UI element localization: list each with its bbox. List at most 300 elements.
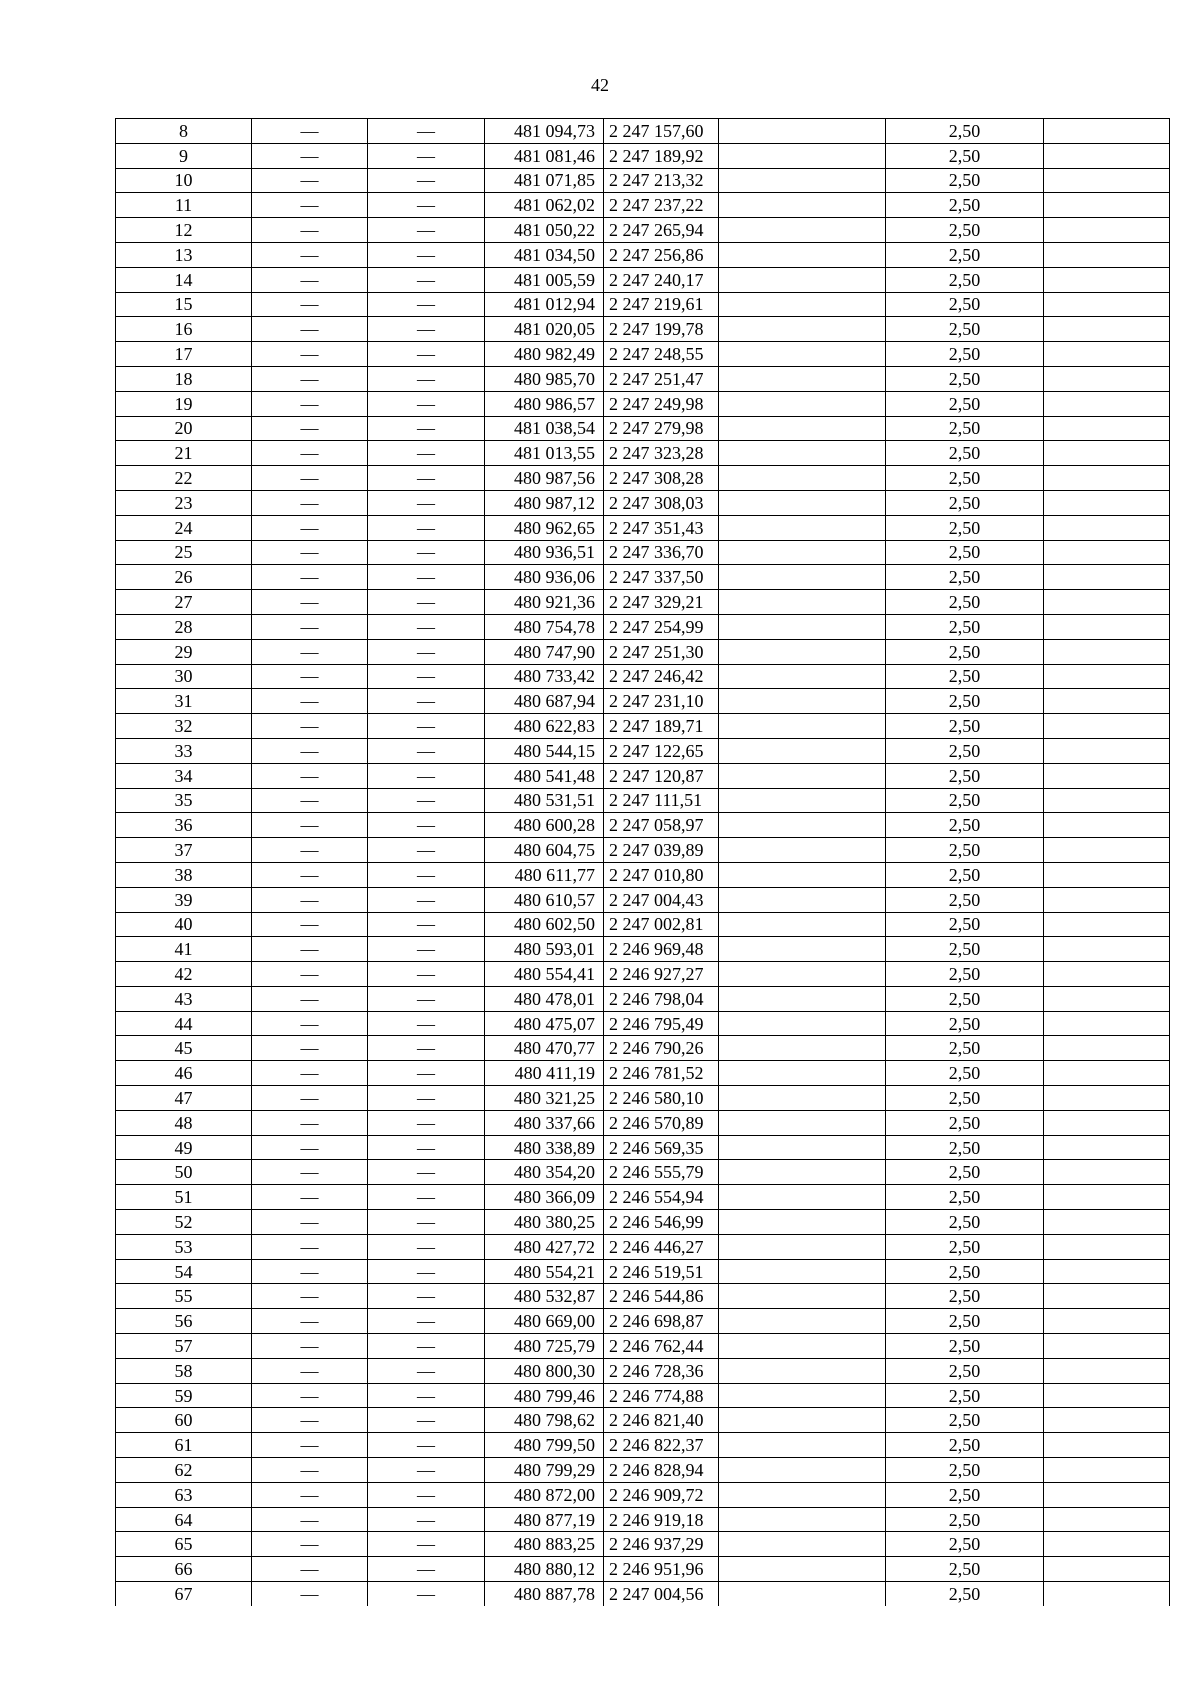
dash-cell: —: [252, 416, 368, 441]
point-number-cell: 24: [116, 515, 252, 540]
dash-cell: —: [368, 937, 485, 962]
empty-cell: [719, 1234, 886, 1259]
accuracy-cell: 2,50: [886, 1582, 1044, 1606]
empty-cell: [719, 1185, 886, 1210]
table-row: [116, 614, 1170, 639]
x-coordinate-cell: 480 747,90: [485, 639, 604, 664]
empty-cell: [1044, 267, 1170, 292]
point-number-cell: 27: [116, 590, 252, 615]
point-number-cell: 18: [116, 366, 252, 391]
dash-cell: —: [252, 1532, 368, 1557]
dash-cell: —: [368, 292, 485, 317]
table-row: [116, 887, 1170, 912]
y-coordinate-cell: 2 247 213,32: [604, 168, 719, 193]
y-coordinate-cell: 2 247 219,61: [604, 292, 719, 317]
table-row: [116, 168, 1170, 193]
y-coordinate-cell: 2 247 329,21: [604, 590, 719, 615]
accuracy-cell: 2,50: [886, 416, 1044, 441]
table-row: [116, 1036, 1170, 1061]
y-coordinate-cell: 2 246 569,35: [604, 1135, 719, 1160]
point-number-cell: 30: [116, 664, 252, 689]
accuracy-cell: 2,50: [886, 1458, 1044, 1483]
empty-cell: [719, 490, 886, 515]
y-coordinate-cell: 2 246 762,44: [604, 1334, 719, 1359]
empty-cell: [719, 1309, 886, 1334]
dash-cell: —: [368, 1358, 485, 1383]
accuracy-cell: 2,50: [886, 1482, 1044, 1507]
y-coordinate-cell: 2 247 251,47: [604, 366, 719, 391]
point-number-cell: 29: [116, 639, 252, 664]
point-number-cell: 67: [116, 1582, 252, 1606]
empty-cell: [1044, 416, 1170, 441]
empty-cell: [1044, 1160, 1170, 1185]
point-number-cell: 41: [116, 937, 252, 962]
dash-cell: —: [252, 143, 368, 168]
point-number-cell: 58: [116, 1358, 252, 1383]
point-number-cell: 14: [116, 267, 252, 292]
empty-cell: [1044, 614, 1170, 639]
dash-cell: —: [368, 1160, 485, 1185]
accuracy-cell: 2,50: [886, 490, 1044, 515]
point-number-cell: 48: [116, 1110, 252, 1135]
y-coordinate-cell: 2 246 969,48: [604, 937, 719, 962]
x-coordinate-cell: 480 600,28: [485, 813, 604, 838]
x-coordinate-cell: 480 554,21: [485, 1259, 604, 1284]
dash-cell: —: [368, 1557, 485, 1582]
table-row: [116, 540, 1170, 565]
x-coordinate-cell: 480 799,50: [485, 1433, 604, 1458]
x-coordinate-cell: 481 012,94: [485, 292, 604, 317]
x-coordinate-cell: 481 038,54: [485, 416, 604, 441]
accuracy-cell: 2,50: [886, 962, 1044, 987]
dash-cell: —: [368, 689, 485, 714]
accuracy-cell: 2,50: [886, 391, 1044, 416]
empty-cell: [719, 838, 886, 863]
dash-cell: —: [368, 1408, 485, 1433]
x-coordinate-cell: 481 013,55: [485, 441, 604, 466]
accuracy-cell: 2,50: [886, 838, 1044, 863]
dash-cell: —: [252, 639, 368, 664]
point-number-cell: 37: [116, 838, 252, 863]
accuracy-cell: 2,50: [886, 1259, 1044, 1284]
table-row: [116, 515, 1170, 540]
point-number-cell: 28: [116, 614, 252, 639]
accuracy-cell: 2,50: [886, 366, 1044, 391]
accuracy-cell: 2,50: [886, 614, 1044, 639]
dash-cell: —: [252, 218, 368, 243]
accuracy-cell: 2,50: [886, 1061, 1044, 1086]
point-number-cell: 66: [116, 1557, 252, 1582]
point-number-cell: 9: [116, 143, 252, 168]
empty-cell: [1044, 986, 1170, 1011]
dash-cell: —: [368, 962, 485, 987]
accuracy-cell: 2,50: [886, 887, 1044, 912]
x-coordinate-cell: 480 611,77: [485, 862, 604, 887]
x-coordinate-cell: 480 883,25: [485, 1532, 604, 1557]
empty-cell: [1044, 689, 1170, 714]
dash-cell: —: [368, 366, 485, 391]
point-number-cell: 39: [116, 887, 252, 912]
point-number-cell: 21: [116, 441, 252, 466]
coordinates-table: [115, 118, 1170, 1606]
table-row: [116, 912, 1170, 937]
empty-cell: [1044, 1557, 1170, 1582]
point-number-cell: 65: [116, 1532, 252, 1557]
accuracy-cell: 2,50: [886, 590, 1044, 615]
empty-cell: [719, 267, 886, 292]
dash-cell: —: [252, 937, 368, 962]
y-coordinate-cell: 2 247 004,56: [604, 1582, 719, 1606]
y-coordinate-cell: 2 246 798,04: [604, 986, 719, 1011]
y-coordinate-cell: 2 247 248,55: [604, 342, 719, 367]
point-number-cell: 50: [116, 1160, 252, 1185]
empty-cell: [1044, 218, 1170, 243]
x-coordinate-cell: 480 733,42: [485, 664, 604, 689]
table-row: [116, 590, 1170, 615]
dash-cell: —: [368, 1110, 485, 1135]
dash-cell: —: [252, 1458, 368, 1483]
empty-cell: [1044, 1135, 1170, 1160]
table-row: [116, 738, 1170, 763]
table-row: [116, 1408, 1170, 1433]
page-number: 42: [591, 75, 609, 95]
y-coordinate-cell: 2 247 265,94: [604, 218, 719, 243]
dash-cell: —: [368, 218, 485, 243]
dash-cell: —: [368, 1309, 485, 1334]
x-coordinate-cell: 481 050,22: [485, 218, 604, 243]
y-coordinate-cell: 2 246 821,40: [604, 1408, 719, 1433]
x-coordinate-cell: 480 593,01: [485, 937, 604, 962]
empty-cell: [1044, 1284, 1170, 1309]
accuracy-cell: 2,50: [886, 714, 1044, 739]
empty-cell: [719, 986, 886, 1011]
x-coordinate-cell: 480 754,78: [485, 614, 604, 639]
table-row: [116, 1433, 1170, 1458]
accuracy-cell: 2,50: [886, 317, 1044, 342]
accuracy-cell: 2,50: [886, 1383, 1044, 1408]
dash-cell: —: [252, 267, 368, 292]
dash-cell: —: [252, 565, 368, 590]
y-coordinate-cell: 2 246 728,36: [604, 1358, 719, 1383]
dash-cell: —: [252, 119, 368, 144]
dash-cell: —: [252, 1582, 368, 1606]
dash-cell: —: [252, 862, 368, 887]
x-coordinate-cell: 480 354,20: [485, 1160, 604, 1185]
point-number-cell: 22: [116, 466, 252, 491]
x-coordinate-cell: 480 427,72: [485, 1234, 604, 1259]
x-coordinate-cell: 480 380,25: [485, 1210, 604, 1235]
table-row: [116, 391, 1170, 416]
table-row: [116, 689, 1170, 714]
dash-cell: —: [368, 1011, 485, 1036]
empty-cell: [1044, 738, 1170, 763]
accuracy-cell: 2,50: [886, 1408, 1044, 1433]
dash-cell: —: [368, 1061, 485, 1086]
table-row: [116, 1110, 1170, 1135]
empty-cell: [719, 738, 886, 763]
dash-cell: —: [368, 912, 485, 937]
dash-cell: —: [368, 862, 485, 887]
y-coordinate-cell: 2 247 246,42: [604, 664, 719, 689]
dash-cell: —: [252, 540, 368, 565]
table-row: [116, 193, 1170, 218]
accuracy-cell: 2,50: [886, 168, 1044, 193]
point-number-cell: 53: [116, 1234, 252, 1259]
y-coordinate-cell: 2 246 795,49: [604, 1011, 719, 1036]
empty-cell: [1044, 1334, 1170, 1359]
accuracy-cell: 2,50: [886, 862, 1044, 887]
empty-cell: [1044, 714, 1170, 739]
empty-cell: [1044, 143, 1170, 168]
x-coordinate-cell: 480 669,00: [485, 1309, 604, 1334]
table-row: [116, 1061, 1170, 1086]
dash-cell: —: [252, 1036, 368, 1061]
dash-cell: —: [368, 342, 485, 367]
table-row: [116, 788, 1170, 813]
empty-cell: [1044, 1532, 1170, 1557]
accuracy-cell: 2,50: [886, 664, 1044, 689]
dash-cell: —: [252, 466, 368, 491]
point-number-cell: 38: [116, 862, 252, 887]
empty-cell: [719, 565, 886, 590]
empty-cell: [1044, 342, 1170, 367]
accuracy-cell: 2,50: [886, 540, 1044, 565]
point-number-cell: 47: [116, 1086, 252, 1111]
y-coordinate-cell: 2 247 199,78: [604, 317, 719, 342]
table-row: [116, 1582, 1170, 1606]
empty-cell: [1044, 1036, 1170, 1061]
dash-cell: —: [368, 1383, 485, 1408]
dash-cell: —: [368, 1433, 485, 1458]
point-number-cell: 63: [116, 1482, 252, 1507]
dash-cell: —: [368, 664, 485, 689]
y-coordinate-cell: 2 246 790,26: [604, 1036, 719, 1061]
point-number-cell: 26: [116, 565, 252, 590]
dash-cell: —: [252, 962, 368, 987]
accuracy-cell: 2,50: [886, 143, 1044, 168]
empty-cell: [1044, 466, 1170, 491]
accuracy-cell: 2,50: [886, 1309, 1044, 1334]
empty-cell: [719, 1259, 886, 1284]
dash-cell: —: [252, 292, 368, 317]
empty-cell: [1044, 242, 1170, 267]
dash-cell: —: [252, 986, 368, 1011]
x-coordinate-cell: 480 544,15: [485, 738, 604, 763]
x-coordinate-cell: 480 337,66: [485, 1110, 604, 1135]
dash-cell: —: [368, 639, 485, 664]
y-coordinate-cell: 2 247 039,89: [604, 838, 719, 863]
empty-cell: [1044, 1309, 1170, 1334]
dash-cell: —: [252, 763, 368, 788]
y-coordinate-cell: 2 247 249,98: [604, 391, 719, 416]
y-coordinate-cell: 2 247 337,50: [604, 565, 719, 590]
empty-cell: [719, 1284, 886, 1309]
dash-cell: —: [368, 763, 485, 788]
empty-cell: [1044, 317, 1170, 342]
dash-cell: —: [368, 391, 485, 416]
x-coordinate-cell: 480 887,78: [485, 1582, 604, 1606]
accuracy-cell: 2,50: [886, 1433, 1044, 1458]
y-coordinate-cell: 2 247 351,43: [604, 515, 719, 540]
y-coordinate-cell: 2 247 251,30: [604, 639, 719, 664]
y-coordinate-cell: 2 246 544,86: [604, 1284, 719, 1309]
empty-cell: [1044, 788, 1170, 813]
accuracy-cell: 2,50: [886, 441, 1044, 466]
dash-cell: —: [252, 490, 368, 515]
dash-cell: —: [252, 168, 368, 193]
x-coordinate-cell: 480 987,12: [485, 490, 604, 515]
x-coordinate-cell: 480 338,89: [485, 1135, 604, 1160]
y-coordinate-cell: 2 247 323,28: [604, 441, 719, 466]
x-coordinate-cell: 481 094,73: [485, 119, 604, 144]
empty-cell: [1044, 168, 1170, 193]
empty-cell: [1044, 937, 1170, 962]
y-coordinate-cell: 2 247 058,97: [604, 813, 719, 838]
dash-cell: —: [368, 1234, 485, 1259]
y-coordinate-cell: 2 246 774,88: [604, 1383, 719, 1408]
dash-cell: —: [368, 1210, 485, 1235]
point-number-cell: 64: [116, 1507, 252, 1532]
empty-cell: [719, 714, 886, 739]
x-coordinate-cell: 480 366,09: [485, 1185, 604, 1210]
table-row: [116, 1532, 1170, 1557]
y-coordinate-cell: 2 246 519,51: [604, 1259, 719, 1284]
dash-cell: —: [252, 788, 368, 813]
dash-cell: —: [252, 1433, 368, 1458]
x-coordinate-cell: 480 541,48: [485, 763, 604, 788]
empty-cell: [1044, 1458, 1170, 1483]
y-coordinate-cell: 2 247 237,22: [604, 193, 719, 218]
empty-cell: [1044, 838, 1170, 863]
empty-cell: [719, 342, 886, 367]
dash-cell: —: [368, 1259, 485, 1284]
dash-cell: —: [368, 1507, 485, 1532]
y-coordinate-cell: 2 247 122,65: [604, 738, 719, 763]
dash-cell: —: [368, 490, 485, 515]
empty-cell: [719, 1458, 886, 1483]
y-coordinate-cell: 2 247 004,43: [604, 887, 719, 912]
empty-cell: [1044, 1185, 1170, 1210]
table-row: [116, 1383, 1170, 1408]
table-row: [116, 1135, 1170, 1160]
accuracy-cell: 2,50: [886, 788, 1044, 813]
accuracy-cell: 2,50: [886, 565, 1044, 590]
table-body: [116, 119, 1170, 1606]
dash-cell: —: [368, 614, 485, 639]
x-coordinate-cell: 480 411,19: [485, 1061, 604, 1086]
accuracy-cell: 2,50: [886, 1210, 1044, 1235]
dash-cell: —: [252, 1135, 368, 1160]
point-number-cell: 31: [116, 689, 252, 714]
y-coordinate-cell: 2 246 554,94: [604, 1185, 719, 1210]
accuracy-cell: 2,50: [886, 986, 1044, 1011]
y-coordinate-cell: 2 246 446,27: [604, 1234, 719, 1259]
accuracy-cell: 2,50: [886, 1532, 1044, 1557]
dash-cell: —: [252, 1408, 368, 1433]
point-number-cell: 46: [116, 1061, 252, 1086]
empty-cell: [1044, 1061, 1170, 1086]
y-coordinate-cell: 2 246 919,18: [604, 1507, 719, 1532]
dash-cell: —: [252, 1086, 368, 1111]
accuracy-cell: 2,50: [886, 292, 1044, 317]
empty-cell: [719, 937, 886, 962]
empty-cell: [719, 1507, 886, 1532]
dash-cell: —: [252, 1557, 368, 1582]
point-number-cell: 20: [116, 416, 252, 441]
x-coordinate-cell: 480 321,25: [485, 1086, 604, 1111]
empty-cell: [1044, 590, 1170, 615]
table-row: [116, 1482, 1170, 1507]
y-coordinate-cell: 2 246 781,52: [604, 1061, 719, 1086]
accuracy-cell: 2,50: [886, 267, 1044, 292]
dash-cell: —: [252, 714, 368, 739]
dash-cell: —: [252, 366, 368, 391]
y-coordinate-cell: 2 246 927,27: [604, 962, 719, 987]
x-coordinate-cell: 481 005,59: [485, 267, 604, 292]
dash-cell: —: [368, 267, 485, 292]
table-row: [116, 1334, 1170, 1359]
table-row: [116, 813, 1170, 838]
dash-cell: —: [368, 193, 485, 218]
table-row: [116, 1086, 1170, 1111]
x-coordinate-cell: 481 020,05: [485, 317, 604, 342]
y-coordinate-cell: 2 246 698,87: [604, 1309, 719, 1334]
dash-cell: —: [252, 590, 368, 615]
empty-cell: [1044, 1259, 1170, 1284]
y-coordinate-cell: 2 247 308,28: [604, 466, 719, 491]
dash-cell: —: [252, 738, 368, 763]
dash-cell: —: [368, 143, 485, 168]
dash-cell: —: [252, 1110, 368, 1135]
point-number-cell: 59: [116, 1383, 252, 1408]
dash-cell: —: [368, 565, 485, 590]
empty-cell: [719, 466, 886, 491]
empty-cell: [719, 1160, 886, 1185]
table-row: [116, 763, 1170, 788]
empty-cell: [1044, 887, 1170, 912]
empty-cell: [719, 1110, 886, 1135]
dash-cell: —: [368, 788, 485, 813]
empty-cell: [1044, 1408, 1170, 1433]
point-number-cell: 23: [116, 490, 252, 515]
dash-cell: —: [368, 1458, 485, 1483]
accuracy-cell: 2,50: [886, 242, 1044, 267]
dash-cell: —: [368, 1185, 485, 1210]
dash-cell: —: [368, 813, 485, 838]
dash-cell: —: [368, 1086, 485, 1111]
dash-cell: —: [252, 242, 368, 267]
empty-cell: [719, 962, 886, 987]
empty-cell: [719, 1482, 886, 1507]
y-coordinate-cell: 2 246 546,99: [604, 1210, 719, 1235]
y-coordinate-cell: 2 246 828,94: [604, 1458, 719, 1483]
empty-cell: [1044, 119, 1170, 144]
y-coordinate-cell: 2 247 256,86: [604, 242, 719, 267]
x-coordinate-cell: 481 062,02: [485, 193, 604, 218]
dash-cell: —: [252, 838, 368, 863]
table-row: [116, 1458, 1170, 1483]
dash-cell: —: [252, 1160, 368, 1185]
dash-cell: —: [368, 887, 485, 912]
accuracy-cell: 2,50: [886, 1507, 1044, 1532]
empty-cell: [719, 912, 886, 937]
point-number-cell: 34: [116, 763, 252, 788]
dash-cell: —: [252, 664, 368, 689]
x-coordinate-cell: 480 986,57: [485, 391, 604, 416]
dash-cell: —: [252, 1358, 368, 1383]
table-row: [116, 441, 1170, 466]
point-number-cell: 44: [116, 1011, 252, 1036]
